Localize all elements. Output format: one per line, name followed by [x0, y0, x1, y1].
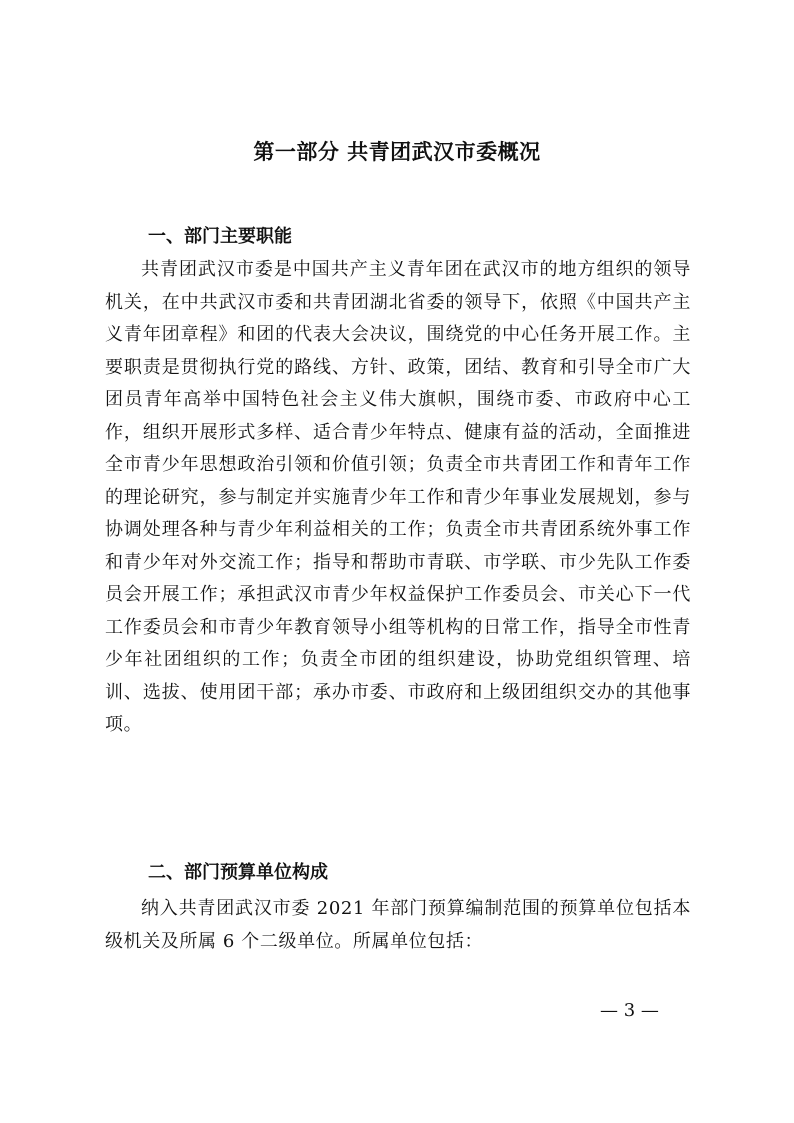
section-heading-functions: 一、部门主要职能 [148, 226, 292, 247]
section-heading-units: 二、部门预算单位构成 [148, 862, 328, 883]
section-paragraph-units: 纳入共青团武汉市委 2021 年部门预算编制范围的预算单位包括本级机关及所属 6 个二级单位。所属单位包括： [105, 898, 691, 952]
section-paragraph-functions: 共青团武汉市委是中国共产主义青年团在武汉市的地方组织的领导机关，在中共武汉市委和共青团湖北省委的领导下，依照《中国共产主义青年团章程》和团的代表大会决议，围绕党的中心任务开展工作。主要职责是贯彻执行党的路线、方针、政策，团结、教育和引导全市广大团员青年高举中国特色社会主义伟大旗帜，围绕市委、市政府中心工作，组织开展形式多样、适合青少年特点、健康有益的活动，全面推进全市青少年思想政治引领和价值引领；负责全市共青团工作和青年工作的理论研究，参与制定并实施青少年工作和青少年事业发展规划，参与协调处理各种与青少年利益相关的工作；负责全市共青团系统外事工作和青少年对外交流工作；指导和帮助市青联、市学联、市少先队工作委员会开展工作；承担武汉市青少年权益保护工作委员会、市关心下一代工作委员会和市青少年教育领导小组等机构的日常工作，指导全市性青少年社团组织的工作；负责全市团的组织建设，协助党组织管理、培训、选拔、使用团干部；承办市委、市政府和上级团组织交办的其他事项。 [105, 259, 691, 735]
page-number: — 3 — [600, 1000, 659, 1021]
page-title: 第一部分 共青团武汉市委概况 [253, 140, 541, 164]
